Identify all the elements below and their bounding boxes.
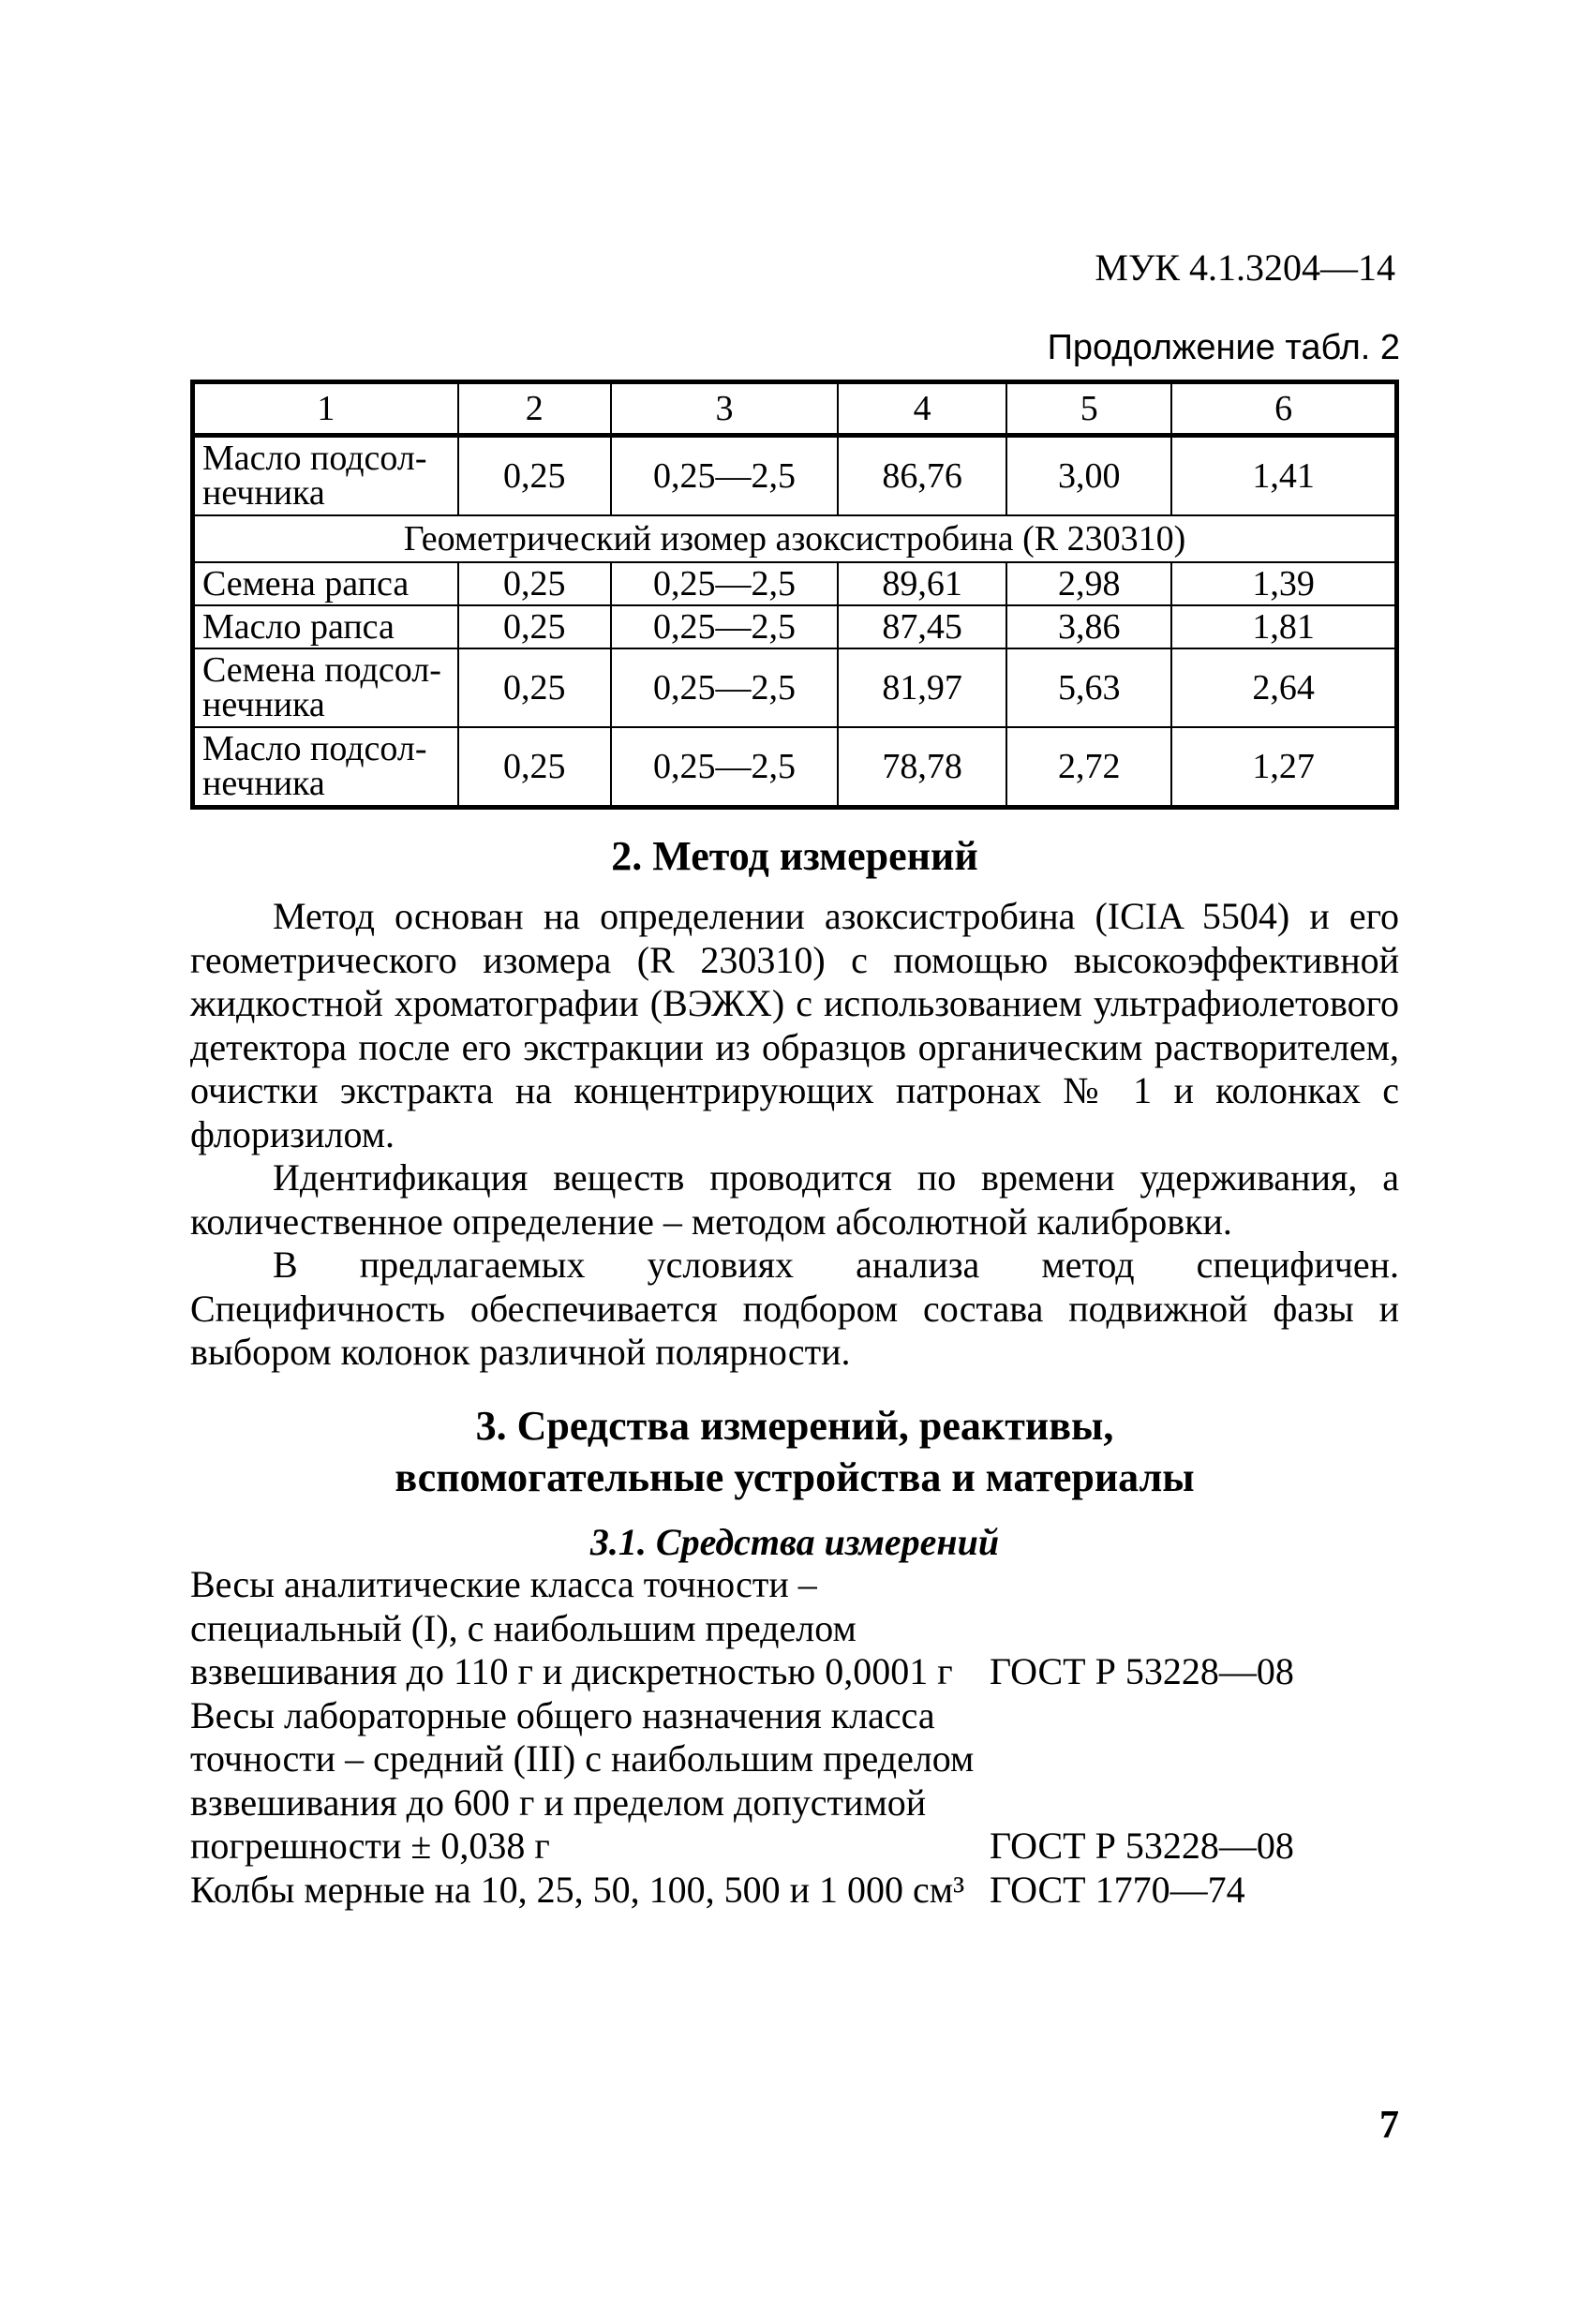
section-3-heading-line-2: вспомогательные устройства и материалы xyxy=(395,1454,1195,1500)
table-cell: 2,98 xyxy=(1006,562,1171,605)
table-cell: 81,97 xyxy=(838,648,1006,727)
table-cell: 0,25 xyxy=(458,727,611,808)
table-cell: 2,64 xyxy=(1171,648,1396,727)
list-item xyxy=(190,1869,1399,1913)
table-cell: 0,25 xyxy=(458,562,611,605)
row-label: Масло рапса xyxy=(193,605,458,648)
item-description: Весы аналитические класса точности – специальный (I), с наибольшим пределом взвешивания до 110 г и дискретностью 0,0001 г xyxy=(190,1563,953,1692)
table-group-row xyxy=(193,515,1397,562)
table-cell: 0,25 xyxy=(458,648,611,727)
table-cell: 0,25 xyxy=(458,436,611,516)
table-cell: 1,39 xyxy=(1171,562,1396,605)
table-cell: 0,25—2,5 xyxy=(611,648,838,727)
group-label: Геометрический изомер азоксистробина (R 230310) xyxy=(193,515,1397,562)
subsection-3-1-heading: 3.1. Средства измерений xyxy=(589,1521,1000,1563)
table-cell: 3,86 xyxy=(1006,605,1171,648)
table-cell: 87,45 xyxy=(838,605,1006,648)
column-header: 5 xyxy=(1006,382,1171,436)
item-standard: ГОСТ Р 53228—08 xyxy=(990,1650,1294,1692)
item-description: Весы лабораторные общего назначения класса точности – средний (III) с наибольшим пределом взвешивания до 600 г и пределом допустимой погрешности ± 0,038 г xyxy=(190,1693,975,1867)
column-header: 3 xyxy=(611,382,838,436)
row-label: Семена рапса xyxy=(193,562,458,605)
list-item xyxy=(190,1563,1399,1694)
item-standard: ГОСТ 1770—74 xyxy=(990,1868,1245,1911)
table-header-row xyxy=(193,382,1397,436)
table-cell: 0,25—2,5 xyxy=(611,727,838,808)
page-number: 7 xyxy=(1379,2104,1399,2147)
method-description xyxy=(190,895,1399,1375)
table-row xyxy=(193,436,1397,516)
table-cell: 78,78 xyxy=(838,727,1006,808)
table-cell: 0,25 xyxy=(458,605,611,648)
table-cell: 3,00 xyxy=(1006,436,1171,516)
table-cell: 1,41 xyxy=(1171,436,1396,516)
table-cell: 0,25—2,5 xyxy=(611,605,838,648)
section-3-heading-line-1: 3. Средства измерений, реактивы, xyxy=(475,1403,1114,1449)
column-header: 6 xyxy=(1171,382,1396,436)
section-2-heading: 2. Метод измерений xyxy=(611,833,978,879)
list-item xyxy=(190,1694,1399,1869)
paragraph: Идентификация веществ проводится по времени удерживания, а количественное определение – методом абсолютной калибровки. xyxy=(190,1156,1399,1243)
row-label: Масло подсол- нечника xyxy=(193,436,458,516)
row-label: Масло подсол- нечника xyxy=(193,727,458,808)
table-cell: 5,63 xyxy=(1006,648,1171,727)
column-header: 4 xyxy=(838,382,1006,436)
paragraph: В предлагаемых условиях анализа метод специфичен. Специфичность обеспечивается подбором состава подвижной фазы и выбором колонок различной полярности. xyxy=(190,1244,1399,1373)
data-table xyxy=(190,380,1399,810)
item-description: Колбы мерные на 10, 25, 50, 100, 500 и 1 000 см³ xyxy=(190,1868,965,1911)
table-cell: 2,72 xyxy=(1006,727,1171,808)
document-code: МУК 4.1.3204—14 xyxy=(1095,246,1395,289)
table-row xyxy=(193,648,1397,727)
table-cell: 86,76 xyxy=(838,436,1006,516)
equipment-list xyxy=(190,1563,1399,1912)
table-cell: 89,61 xyxy=(838,562,1006,605)
column-header: 1 xyxy=(193,382,458,436)
table-cell: 1,81 xyxy=(1171,605,1396,648)
paragraph: Метод основан на определении азоксистробина (ICIA 5504) и его геометрического изомера (R 230310) с помощью высокоэффективной жидкостной хроматографии (ВЭЖХ) с использованием ультрафиолетового детектора после его экстракции из образцов органическим растворителем, очистки экстракта на концентрирующих патронах № 1 и колонках с флоризилом. xyxy=(190,895,1399,1155)
table-caption: Продолжение табл. 2 xyxy=(1047,328,1400,367)
table-row xyxy=(193,562,1397,605)
table-cell: 0,25—2,5 xyxy=(611,436,838,516)
row-label: Семена подсол- нечника xyxy=(193,648,458,727)
table-row xyxy=(193,727,1397,808)
table-cell: 0,25—2,5 xyxy=(611,562,838,605)
table-row xyxy=(193,605,1397,648)
column-header: 2 xyxy=(458,382,611,436)
item-standard: ГОСТ Р 53228—08 xyxy=(990,1825,1294,1867)
table-cell: 1,27 xyxy=(1171,727,1396,808)
